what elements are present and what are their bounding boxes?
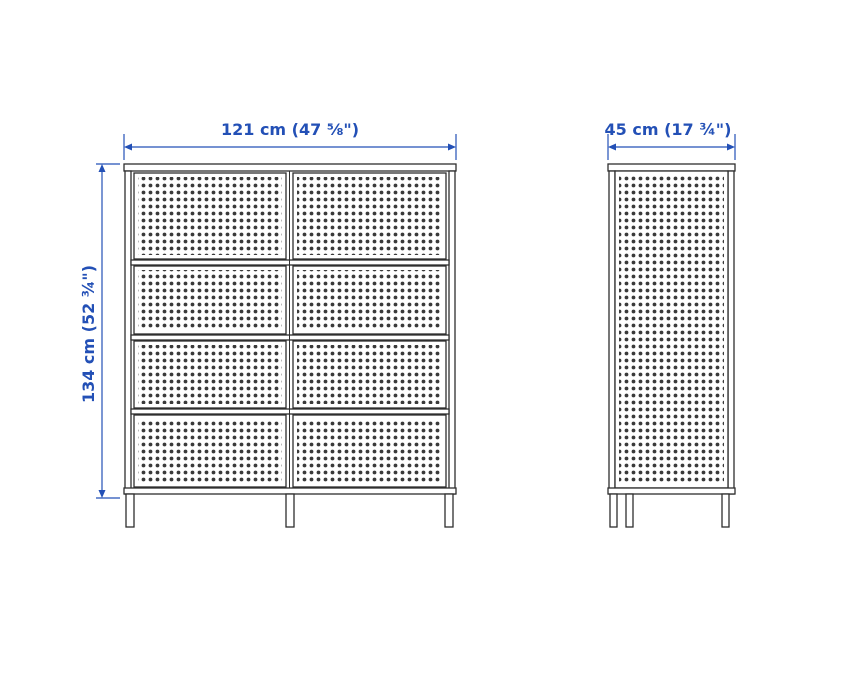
front-right-post	[449, 171, 455, 494]
side-view	[608, 164, 735, 527]
height-dimension	[96, 164, 120, 498]
front-leg-left	[126, 494, 134, 527]
height-arrow-bottom	[99, 490, 106, 498]
front-top-board	[124, 164, 456, 171]
width-label: 121 cm (47 ⅝")	[220, 120, 360, 139]
side-top-board	[608, 164, 735, 171]
front-left-post	[125, 171, 131, 494]
depth-arrow-left	[608, 144, 616, 151]
side-bottom-rail	[608, 488, 735, 494]
width-arrow-left	[124, 144, 132, 151]
side-leg-front	[722, 494, 729, 527]
front-leg-right	[445, 494, 453, 527]
height-arrow-top	[99, 164, 106, 172]
width-arrow-right	[448, 144, 456, 151]
front-bottom-rail	[124, 488, 456, 494]
side-back-post	[609, 171, 615, 494]
side-front-post	[728, 171, 734, 494]
depth-arrow-right	[727, 144, 735, 151]
height-label: 134 cm (52 ¾")	[79, 264, 98, 404]
side-leg-middle	[626, 494, 633, 527]
front-drawers	[131, 171, 449, 488]
front-leg-middle	[286, 494, 294, 527]
depth-label: 45 cm (17 ¾")	[604, 120, 732, 139]
side-leg-back	[610, 494, 617, 527]
front-view	[124, 164, 456, 527]
